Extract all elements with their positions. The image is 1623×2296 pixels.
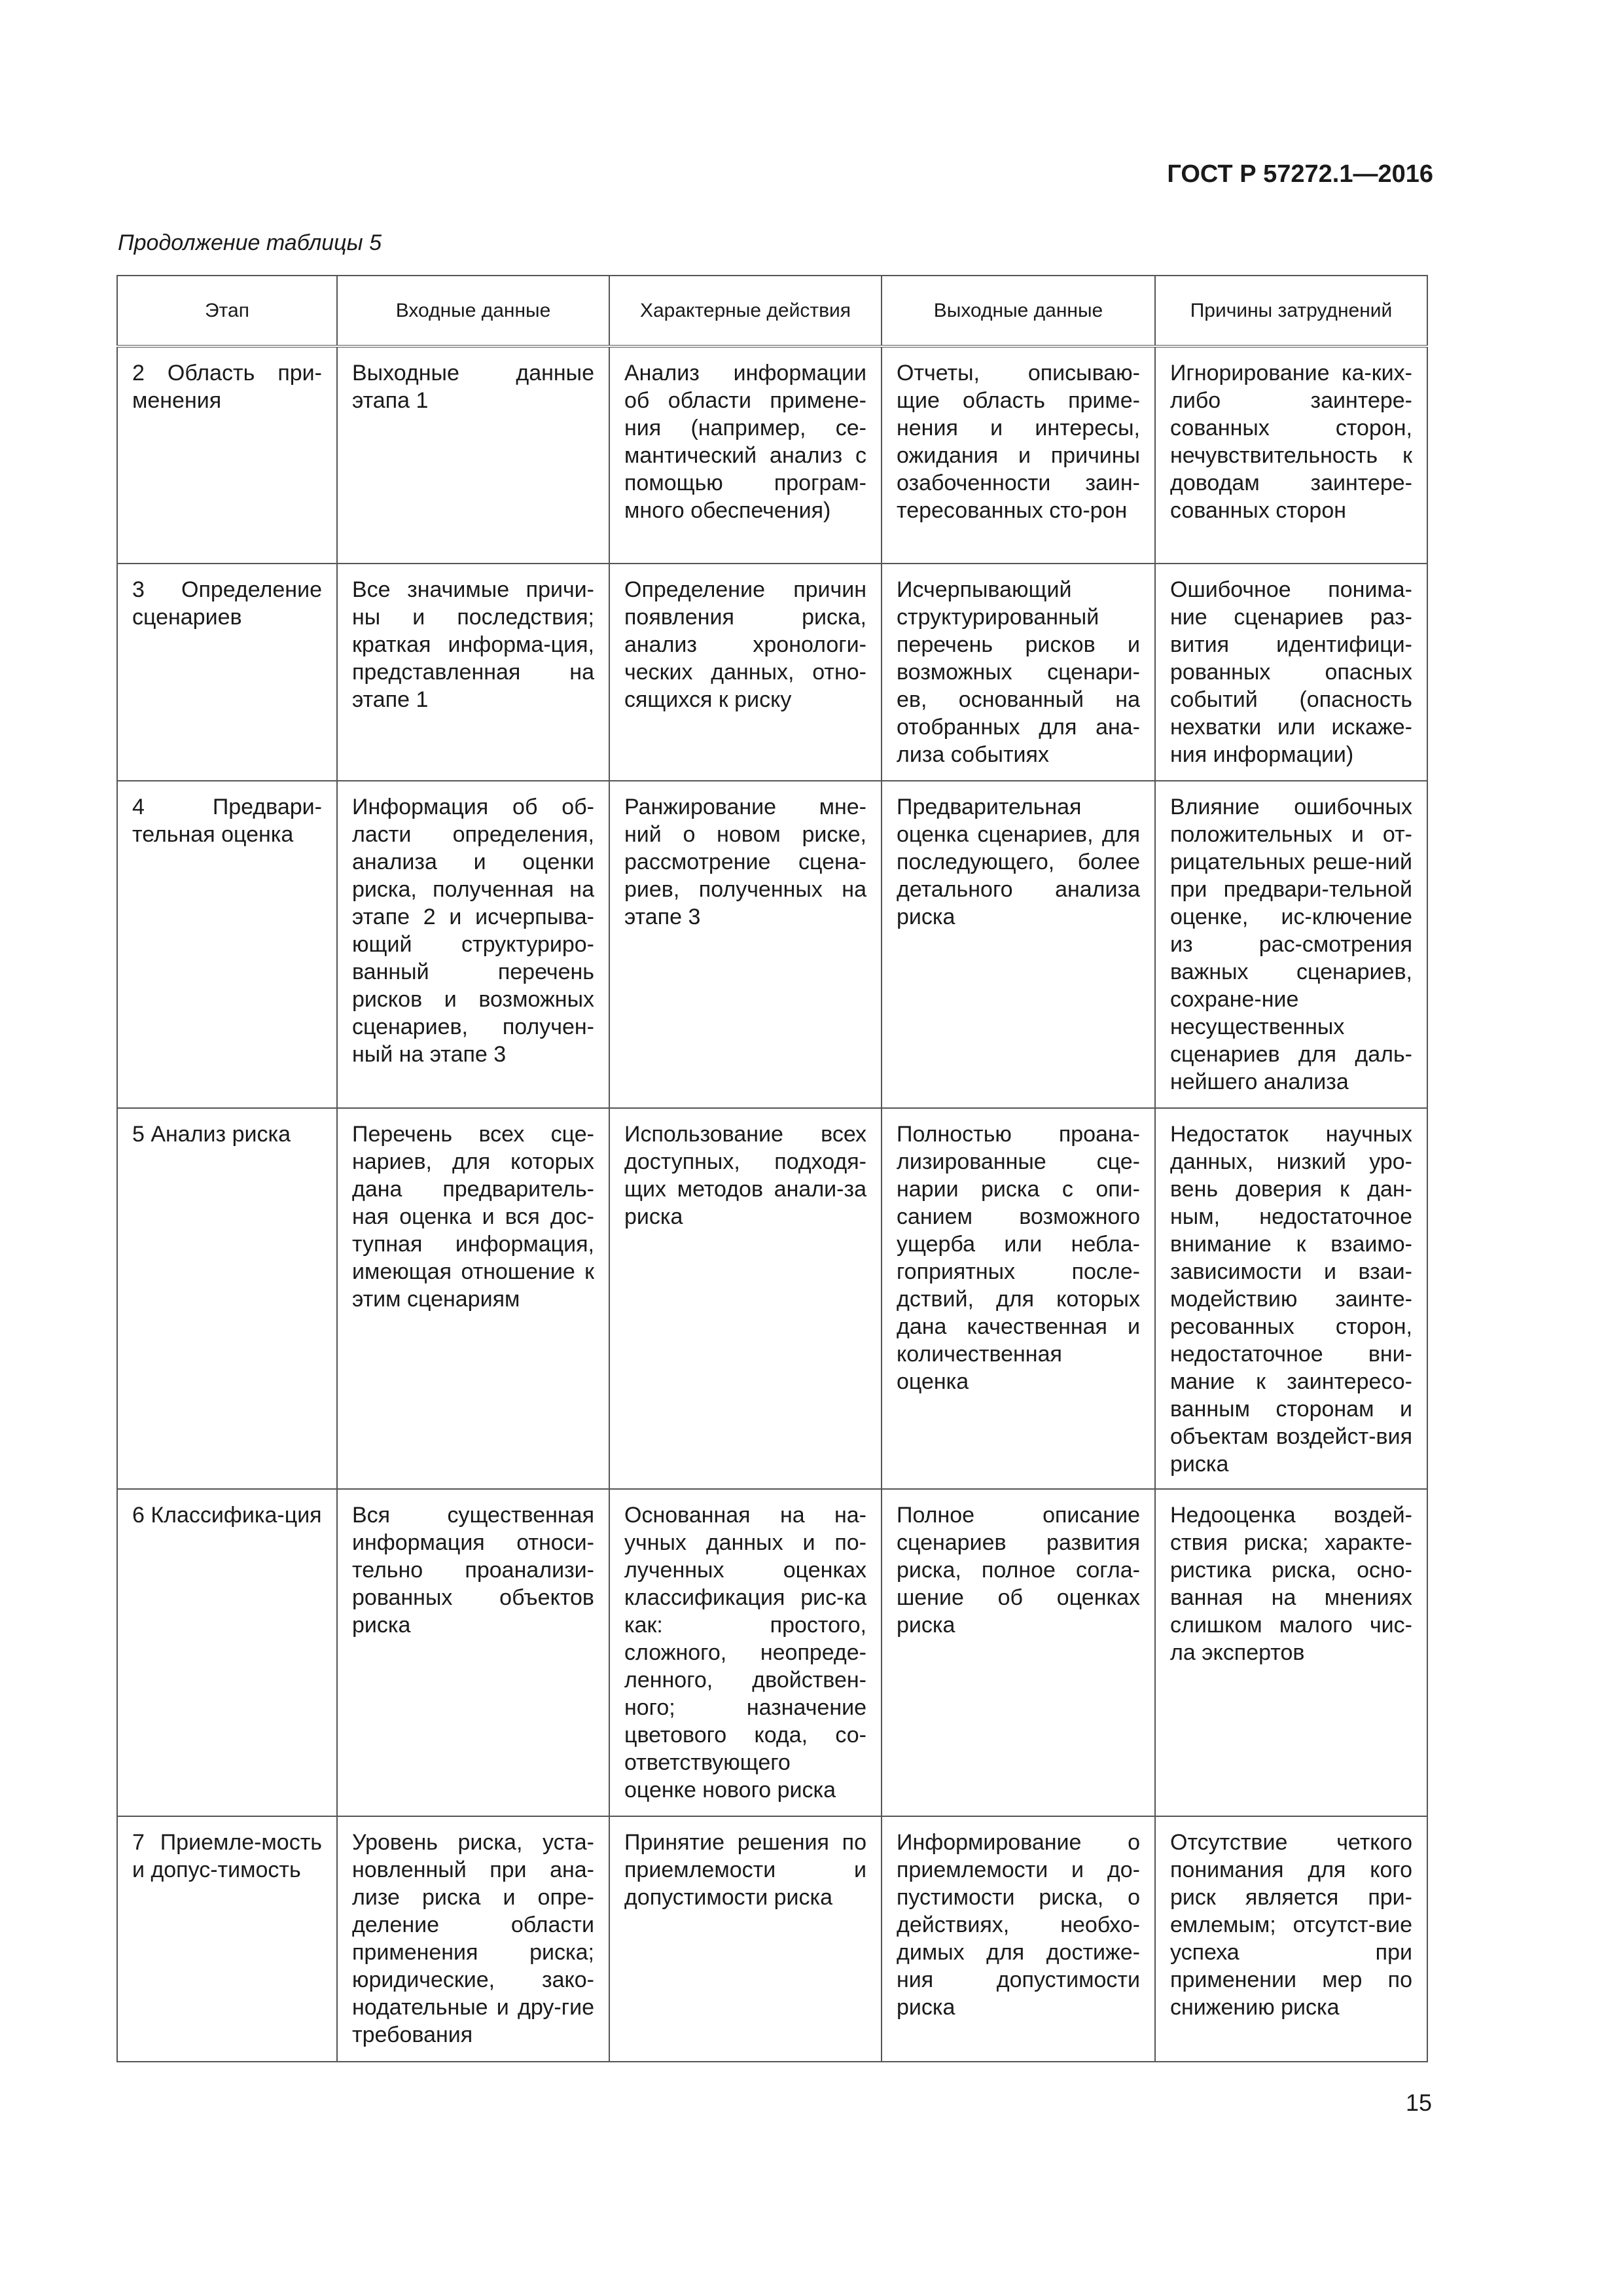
table-cell: Основанная на на-учных данных и по-лученных оценках классификация рис-ка как: простого, сложного, неопреде-ленного, двойствен-ного; назначение цветового кода, со-ответствующего оценке нового риска [609, 1489, 882, 1816]
table-cell: Все значимые причи-ны и последствия; краткая информа-ция, представленная на этапе 1 [337, 564, 609, 781]
table-cell: Информирование о приемлемости и до-пустимости риска, о действиях, необхо-димых для достиже-ния допустимости риска [882, 1816, 1155, 2062]
table-cell: 7 Приемле-мость и допус-тимость [117, 1816, 337, 2062]
table-cell: Вся существенная информация относи-тельно проанализи-рованных объектов риска [337, 1489, 609, 1816]
table-cell: Выходные данные этапа 1 [337, 346, 609, 564]
table-cell: 3 Определение сценариев [117, 564, 337, 781]
table-cell: Исчерпывающий структурированный перечень рисков и возможных сценари-ев, основанный на отобранных для ана-лиза событиях [882, 564, 1155, 781]
table-cell: Ранжирование мне-ний о новом риске, рассмотрение сцена-риев, полученных на этапе 3 [609, 781, 882, 1108]
table-header-row [117, 276, 1427, 346]
table-cell: Информация об об-ласти определения, анализа и оценки риска, полученная на этапе 2 и исчерпыва-ющий структуриро-ванный перечень рисков и возможных сценариев, получен-ный на этапе 3 [337, 781, 609, 1108]
column-header-difficulties: Причины затруднений [1155, 276, 1427, 346]
column-header-actions: Характерные действия [609, 276, 882, 346]
table-cell: Полностью проана-лизированные сце-нарии риска с опи-санием возможного ущерба или небла-гоприятных после-дствий, для которых дана качественная и количественная оценка [882, 1108, 1155, 1489]
table-cell: Ошибочное понима-ние сценариев раз-вития идентифици-рованных опасных событий (опасность нехватки или искаже-ния информации) [1155, 564, 1427, 781]
table-row [117, 781, 1427, 1108]
table-cell: Принятие решения по приемлемости и допустимости риска [609, 1816, 882, 2062]
table-cell: Полное описание сценариев развития риска, полное согла-шение об оценках риска [882, 1489, 1155, 1816]
table-row [117, 1489, 1427, 1816]
table-cell: Игнорирование ка-ких-либо заинтере-сованных сторон, нечувствительность к доводам заинтере-сованных сторон [1155, 346, 1427, 564]
column-header-stage: Этап [117, 276, 337, 346]
table-cell: 4 Предвари-тельная оценка [117, 781, 337, 1108]
table-cell: Недостаток научных данных, низкий уро-вень доверия к дан-ным, недостаточное внимание к взаимо-зависимости и взаи-модействию заинте-ресованных сторон, недостаточное вни-мание к заинтересо-ванным сторонам и объектам воздейст-вия риска [1155, 1108, 1427, 1489]
table-cell: Влияние ошибочных положительных и от-рицательных реше-ний при предвари-тельной оценке, ис-ключение из рас-смотрения важных сценариев, сохране-ние несущественных сценариев для даль-нейшего анализа [1155, 781, 1427, 1108]
table-cell: 2 Область при-менения [117, 346, 337, 564]
column-header-input: Входные данные [337, 276, 609, 346]
table-cell: Уровень риска, уста-новленный при ана-лизе риска и опре-деление области применения риска; юридические, зако-нодательные и дру-гие требования [337, 1816, 609, 2062]
table-cell: Определение причин появления риска, анализ хронологи-ческих данных, отно-сящихся к риску [609, 564, 882, 781]
table-cell: Анализ информации об области примене-ния (например, се-мантический анализ с помощью програм-много обеспечения) [609, 346, 882, 564]
table-cell: Предварительная оценка сценариев, для последующего, более детального анализа риска [882, 781, 1155, 1108]
table-row [117, 1108, 1427, 1489]
table-cell: Отчеты, описываю-щие область приме-нения и интересы, ожидания и причины озабоченности заин-тересованных сто-рон [882, 346, 1155, 564]
table-cell: 6 Классифика-ция [117, 1489, 337, 1816]
risk-stage-table [116, 275, 1428, 2062]
table-row [117, 346, 1427, 564]
table-cell: Использование всех доступных, подходя-щих методов анали-за риска [609, 1108, 882, 1489]
table-row [117, 1816, 1427, 2062]
table-caption: Продолжение таблицы 5 [118, 230, 382, 255]
table-row [117, 564, 1427, 781]
table-cell: 5 Анализ риска [117, 1108, 337, 1489]
document-standard-header: ГОСТ Р 57272.1—2016 [1167, 160, 1433, 188]
page-number: 15 [1405, 2089, 1432, 2116]
table-cell: Перечень всех сце-нариев, для которых дана предваритель-ная оценка и вся дос-тупная информация, имеющая отношение к этим сценариям [337, 1108, 609, 1489]
table-cell: Недооценка воздей-ствия риска; характе-ристика риска, осно-ванная на мнениях слишком малого чис-ла экспертов [1155, 1489, 1427, 1816]
table-cell: Отсутствие четкого понимания для кого риск является при-емлемым; отсутст-вие успеха при применении мер по снижению риска [1155, 1816, 1427, 2062]
column-header-output: Выходные данные [882, 276, 1155, 346]
